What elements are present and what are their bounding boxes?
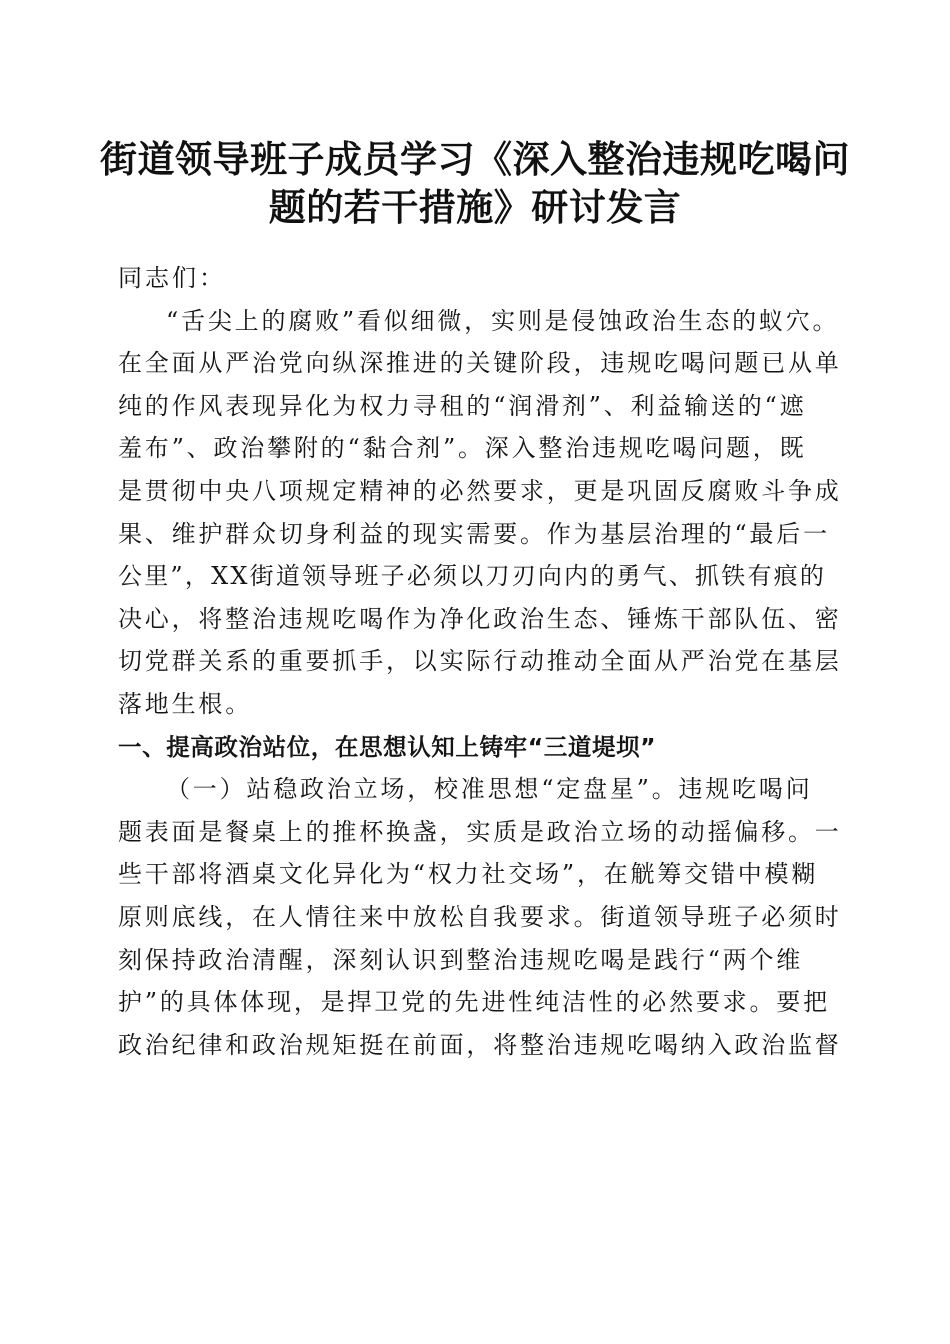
paragraph-line: 政治纪律和政治规矩挺在前面，将整治违规吃喝纳入政治监督 [118, 1030, 842, 1059]
greeting: 同志们： [118, 264, 226, 292]
section-heading: 一、提高政治站位，在思想认知上铸牢“三道堤坝” [118, 732, 657, 761]
title-line-1: 街道领导班子成员学习《深入整治违规吃喝问 [100, 137, 850, 181]
paragraph-line: 刻保持政治清醒，深刻认识到整治违规吃喝是践行“两个维 [118, 945, 804, 974]
paragraph-line: “舌尖上的腐败”看似细微，实则是侵蚀政治生态的蚁穴。 [166, 306, 840, 335]
paragraph-line: 些干部将酒桌文化异化为“权力社交场”，在觥筹交错中模糊 [118, 860, 819, 889]
paragraph-line: 在全面从严治党向纵深推进的关键阶段，违规吃喝问题已从单 [118, 349, 842, 378]
document-body [118, 257, 842, 1066]
title-line-2: 题的若干措施》研讨发言 [268, 185, 682, 229]
paragraph-line: 公里”，XX街道领导班子必须以刀刃向内的勇气、抓铁有痕的 [118, 562, 827, 591]
intro-paragraph [118, 300, 842, 726]
paragraph-line: 护”的具体体现，是捍卫党的先进性纯洁性的必然要求。要把 [118, 988, 830, 1017]
paragraph-line: 题表面是餐桌上的推杯换盏，实质是政治立场的动摇偏移。一 [118, 817, 842, 846]
paragraph-line: 纯的作风表现异化为权力寻租的“润滑剂”、利益输送的“遮 [118, 391, 807, 420]
paragraph-line: 是贯彻中央八项规定精神的必然要求，更是巩固反腐败斗争成 [118, 476, 842, 505]
paragraph-line: 切党群关系的重要抓手，以实际行动推动全面从严治党在基层 [118, 647, 842, 676]
document-title [100, 135, 850, 231]
paragraph-line: 决心，将整治违规吃喝作为净化政治生态、锤炼干部队伍、密 [118, 604, 842, 633]
paragraph-line: 果、维护群众切身利益的现实需要。作为基层治理的“最后一 [118, 519, 830, 548]
paragraph-line: 落地生根。 [118, 689, 252, 718]
paragraph-line: （一）站稳政治立场，校准思想“定盘星”。违规吃喝问 [166, 775, 813, 804]
paragraph-line: 原则底线，在人情往来中放松自我要求。街道领导班子必须时 [118, 902, 842, 931]
subsection-paragraph [118, 768, 842, 1066]
paragraph-line: 羞布”、政治攀附的“黏合剂”。深入整治违规吃喝问题，既 [118, 434, 807, 463]
